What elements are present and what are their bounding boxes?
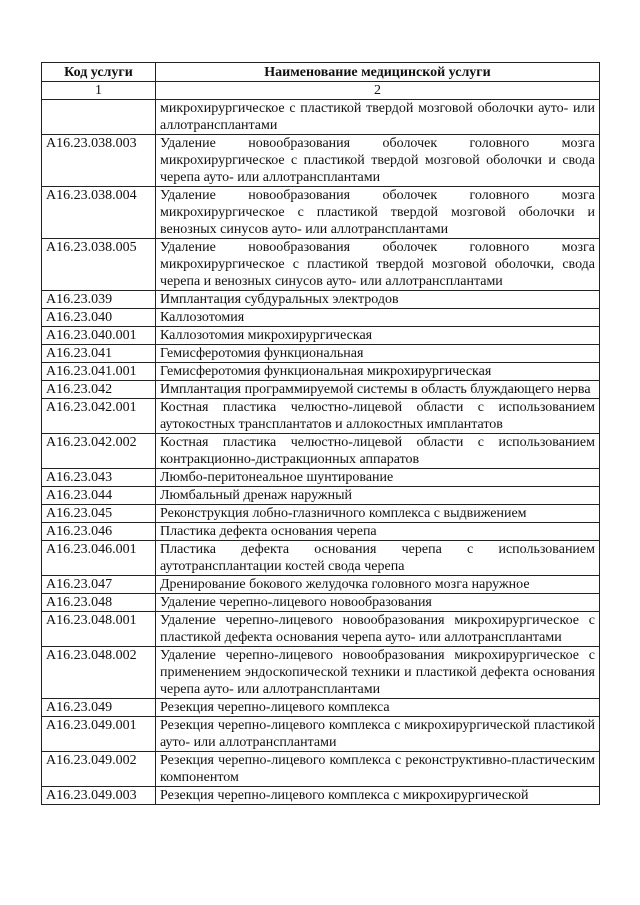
header-name: Наименование медицинской услуги [156, 63, 600, 82]
service-code: A16.23.039 [42, 291, 156, 309]
table-row [42, 291, 600, 309]
table-row [42, 612, 600, 647]
table-row [42, 505, 600, 523]
table-row [42, 434, 600, 469]
service-name: Удаление черепно-лицевого новообразования микрохирургическое с применением эндоскопической техники и пластикой дефекта основания черепа ауто- или аллотрансплантами [156, 647, 600, 699]
service-code: A16.23.038.005 [42, 239, 156, 291]
service-name: Резекция черепно-лицевого комплекса с микрохирургической [156, 787, 600, 805]
service-code: A16.23.040 [42, 309, 156, 327]
service-name: Резекция черепно-лицевого комплекса с реконструктивно-пластическим компонентом [156, 752, 600, 787]
table-row [42, 541, 600, 576]
table-row [42, 399, 600, 434]
service-code: A16.23.044 [42, 487, 156, 505]
table-row [42, 752, 600, 787]
service-code: A16.23.040.001 [42, 327, 156, 345]
table-row [42, 487, 600, 505]
service-code: A16.23.046 [42, 523, 156, 541]
services-table [41, 62, 600, 805]
table-row [42, 787, 600, 805]
service-code [42, 100, 156, 135]
table-row [42, 187, 600, 239]
service-code: A16.23.045 [42, 505, 156, 523]
service-code: A16.23.042 [42, 381, 156, 399]
table-row [42, 647, 600, 699]
table-row [42, 381, 600, 399]
service-code: A16.23.048.001 [42, 612, 156, 647]
service-code: A16.23.046.001 [42, 541, 156, 576]
service-name: Удаление новообразования оболочек головного мозга микрохирургическое с пластикой твердой мозговой оболочки и венозных синусов ауто- или аллотрансплантами [156, 187, 600, 239]
service-name: Гемисферотомия функциональная [156, 345, 600, 363]
service-name: Каллозотомия микрохирургическая [156, 327, 600, 345]
service-name: Гемисферотомия функциональная микрохирургическая [156, 363, 600, 381]
service-name: Костная пластика челюстно-лицевой области с использованием аутокостных трансплантатов и аллокостных имплантатов [156, 399, 600, 434]
table-row [42, 576, 600, 594]
service-name: Удаление новообразования оболочек головного мозга микрохирургическое с пластикой твердой мозговой оболочки и свода черепа ауто- или аллотрансплантами [156, 135, 600, 187]
column-number-2: 2 [156, 82, 600, 100]
service-name: Удаление черепно-лицевого новообразования микрохирургическое с пластикой дефекта основания черепа ауто- или аллотрансплантами [156, 612, 600, 647]
service-name: Имплантация программируемой системы в область блуждающего нерва [156, 381, 600, 399]
service-code: A16.23.048 [42, 594, 156, 612]
service-name: Реконструкция лобно-глазничного комплекса с выдвижением [156, 505, 600, 523]
column-number-1: 1 [42, 82, 156, 100]
table-row [42, 135, 600, 187]
header-code: Код услуги [42, 63, 156, 82]
service-code: A16.23.042.001 [42, 399, 156, 434]
service-name: Пластика дефекта основания черепа [156, 523, 600, 541]
service-name: Удаление новообразования оболочек головного мозга микрохирургическое с пластикой твердой мозговой оболочки, свода черепа и венозных синусов ауто- или аллотрансплантами [156, 239, 600, 291]
table-row [42, 363, 600, 381]
service-code: A16.23.038.003 [42, 135, 156, 187]
service-name: Удаление черепно-лицевого новообразования [156, 594, 600, 612]
table-row [42, 239, 600, 291]
table-row [42, 523, 600, 541]
service-code: A16.23.049.001 [42, 717, 156, 752]
service-code: A16.23.043 [42, 469, 156, 487]
service-code: A16.23.042.002 [42, 434, 156, 469]
column-number-row [42, 82, 600, 100]
service-code: A16.23.049 [42, 699, 156, 717]
service-code: A16.23.041 [42, 345, 156, 363]
table-row [42, 594, 600, 612]
service-code: A16.23.049.003 [42, 787, 156, 805]
service-name: Резекция черепно-лицевого комплекса [156, 699, 600, 717]
header-row [42, 63, 600, 82]
service-name: Люмбальный дренаж наружный [156, 487, 600, 505]
service-name: Имплантация субдуральных электродов [156, 291, 600, 309]
service-code: A16.23.038.004 [42, 187, 156, 239]
service-name: Костная пластика челюстно-лицевой области с использованием контракционно-дистракционных аппаратов [156, 434, 600, 469]
service-name: микрохирургическое с пластикой твердой мозговой оболочки ауто- или аллотрансплантами [156, 100, 600, 135]
table-row [42, 469, 600, 487]
table-body [42, 100, 600, 805]
table-row [42, 327, 600, 345]
service-name: Люмбо-перитонеальное шунтирование [156, 469, 600, 487]
service-name: Резекция черепно-лицевого комплекса с микрохирургической пластикой ауто- или аллотрансплантами [156, 717, 600, 752]
service-code: A16.23.048.002 [42, 647, 156, 699]
table-row [42, 309, 600, 327]
table-row [42, 345, 600, 363]
service-name: Пластика дефекта основания черепа с использованием аутотрансплантации костей свода черепа [156, 541, 600, 576]
service-code: A16.23.047 [42, 576, 156, 594]
service-name: Дренирование бокового желудочка головного мозга наружное [156, 576, 600, 594]
service-code: A16.23.049.002 [42, 752, 156, 787]
table-row [42, 699, 600, 717]
table-row [42, 717, 600, 752]
table-row [42, 100, 600, 135]
service-code: A16.23.041.001 [42, 363, 156, 381]
service-name: Каллозотомия [156, 309, 600, 327]
